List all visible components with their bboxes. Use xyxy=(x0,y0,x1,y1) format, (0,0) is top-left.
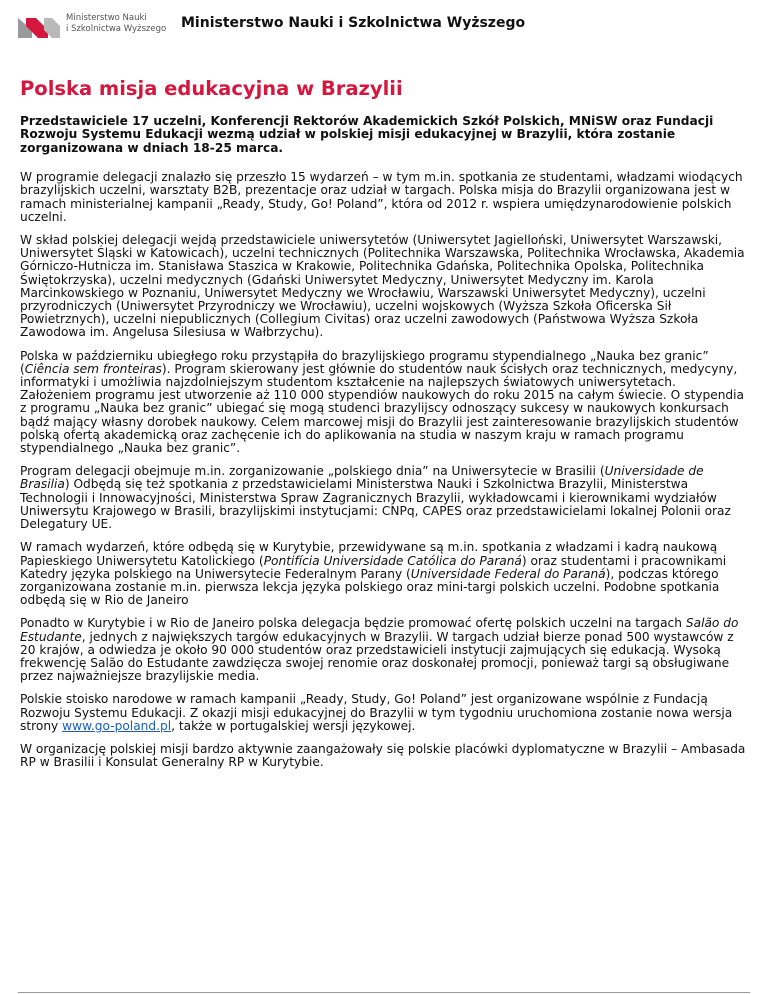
ministry-logo xyxy=(18,12,168,42)
p4-text-b: ) Odbędą się też spotkania z przedstawicielami Ministerstwa Nauki i Szkolnictwa Brazylii, Ministerstwa Technologii i Innowacyjności, Ministerstwa Spraw Zagranicznych Brazylii, wykładowcami i kierownikami wydziałów Uniwersytu Krajowego w Brasili, brazylijskimi instytucjami: CNPq, CAPES oraz przedstawicielami lokalnej Polonii oraz Delegatury UE. xyxy=(20,477,731,532)
logo-line-1: Ministerstwo Nauki xyxy=(66,13,147,23)
p5-text-a: W ramach wydarzeń, które odbędą się w Kurytybie, przewidywane są m.in. spotkania z władzami i kadrą naukową Papieskiego Uniwersytetu Katolickiego ( xyxy=(20,540,718,568)
p6-text-b: , jednych z największych targów edukacyjnych w Brazylii. W targach udział bierze ponad 500 wystawców z 20 krajów, a odwiedza je około 90 000 studentów oraz przedstawicieli instytucji zajmujących się edukacją. Wysoką frekwencję Salão do Estudante zawdzięcza swojej renomie oraz doskonałej promocji, ponieważ targi są obsługiwane przez najważniejsze brazylijskie media. xyxy=(20,629,734,684)
p6-italic: Salão do Estudante xyxy=(20,616,739,644)
article-lead: Przedstawiciele 17 uczelni, Konferencji Rektorów Akademickich Szkół Polskich, MNiSW oraz Fundacji Rozwoju Systemu Edukacji wezmą udział w polskiej misji edukacyjnej w Brazylii, która zostanie zorganizowana w dniach 18-25 marca. xyxy=(20,114,714,155)
article xyxy=(20,77,747,779)
p5-text-c: ), podczas którego zorganizowana zostanie m.in. pierwsza lekcja języka polskiego oraz mini-targi polskich uczelni. Podobne spotkania odbędą się w Rio de Janeiro xyxy=(20,566,720,608)
p3-text-b: ). Program skierowany jest głównie do studentów nauk ścisłych oraz technicznych, medycyny, informatyki i umożliwia najzdolniejszym studentom kształcenie na najlepszych światowych uniwersytetach. Założeniem programu jest utworzenie aż 110 000 stypendiów naukowych do roku 2015 na całym świecie. O stypendia z programu „Nauka bez granic” ubiegać się mogą studenci brazylijscy odnoszący sukcesy w naukowych konkursach bądź mający własny dorobek naukowy. Celem marcowej misji do Brazylii jest zainteresowanie brazylijskich studentów polską ofertą akademicką oraz zachęcenie ich do aplikowania na studia w naszym kraju w ramach programu stypendialnego „Nauka bez granic”. xyxy=(20,361,745,456)
p5-italic-2: Universidade Federal do Paraná xyxy=(410,566,606,581)
article-title: Polska misja edukacyjna w Brazylii xyxy=(20,77,403,100)
paragraph-1: W programie delegacji znalazło się przeszło 15 wydarzeń – w tym m.in. spotkania ze studentami, władzami wiodących brazylijskich uczelni, warsztaty B2B, prezentacje oraz udział w targach. Polska misja do Brazylii organizowana jest w ramach ministerialnej kampanii „Ready, Study, Go! Poland”, która od 2012 r. wspiera umiędzynarodowienie polskich uczelni. xyxy=(20,170,743,224)
p6-text-a: Ponadto w Kurytybie i w Rio de Janeiro polska delegacja będzie promować ofertę polskich uczelni na targach xyxy=(20,616,686,631)
paragraph-7 xyxy=(20,693,747,733)
p7-text-a: Polskie stoisko narodowe w ramach kampanii „Ready, Study, Go! Poland” jest organizowane wspólnie z Fundacją Rozwoju Systemu Edukacji. Z okazji misji edukacyjnej do Brazylii w tym tygodniu uruchomiona zostanie nowa wersja strony xyxy=(20,692,733,733)
footer-divider xyxy=(18,992,750,993)
logo-text xyxy=(66,13,166,35)
paragraph-6 xyxy=(20,617,747,683)
p7-text-b: , także w portugalskiej wersji językowej. xyxy=(171,718,416,733)
p5-italic-1: Pontifícia Universidade Católica do Paraná xyxy=(263,553,522,568)
paragraph-4 xyxy=(20,465,747,531)
paragraph-8: W organizację polskiej misji bardzo aktywnie zaangażowały się polskie placówki dyplomatyczne w Brazylii – Ambasada RP w Brasilii i Konsulat Generalny RP w Kurytybie. xyxy=(20,741,746,770)
page-header xyxy=(18,12,758,42)
paragraph-3 xyxy=(20,350,747,456)
p4-text-a: Program delegacji obejmuje m.in. zorganizowanie „polskiego dnia” na Uniwersytecie w Brasilii ( xyxy=(20,464,605,479)
p4-italic: Universidade de Brasilia xyxy=(20,464,704,492)
paragraph-5 xyxy=(20,541,747,607)
paragraph-2: W skład polskiej delegacji wejdą przedstawiciele uniwersytetów (Uniwersytet Jagielloński, Uniwersytet Warszawski, Uniwersytet Śląski w Katowicach), uczelni technicznych (Politechnika Warszawska, Politechnika Wrocławska, Akademia Górniczo-Hutnicza im. Stanisława Staszica w Krakowie, Politechnika Gdańska, Politechnika Opolska, Politechnika Świętokrzyska), uczelni medycznych (Gdański Uniwersytet Medyczny, Uniwersytet Medyczny im. Karola Marcinkowskiego w Poznaniu, Uniwersytet Medyczny we Wrocławiu, Warszawski Uniwersytet Medyczny), uczelni przyrodniczych (Uniwersytet Przyrodniczy we Wrocławiu), uczelni wojskowych (Wyższa Szkoła Oficerska Sił Powietrznych), uczelni niepublicznych (Collegium Civitas) oraz uczelni zawodowych (Państwowa Wyższa Szkoła Zawodowa im. Angelusa Silesiusa w Wałbrzychu). xyxy=(20,233,745,340)
ministry-logo-icon xyxy=(18,14,60,38)
p3-text-a: Polska w październiku ubiegłego roku przystąpiła do brazylijskiego programu stypendialnego „Nauka bez granic” ( xyxy=(20,348,709,376)
logo-line-2: i Szkolnictwa Wyższego xyxy=(66,24,167,34)
header-title: Ministerstwo Nauki i Szkolnictwa Wyższego xyxy=(181,15,526,31)
p3-italic: Ciência sem fronteiras xyxy=(24,361,162,376)
p5-text-b: ) oraz studentami i pracownikami Katedry języka polskiego na Uniwersytecie Federalnym Parany ( xyxy=(20,553,727,581)
go-poland-link[interactable]: www.go-poland.pl xyxy=(62,718,172,733)
